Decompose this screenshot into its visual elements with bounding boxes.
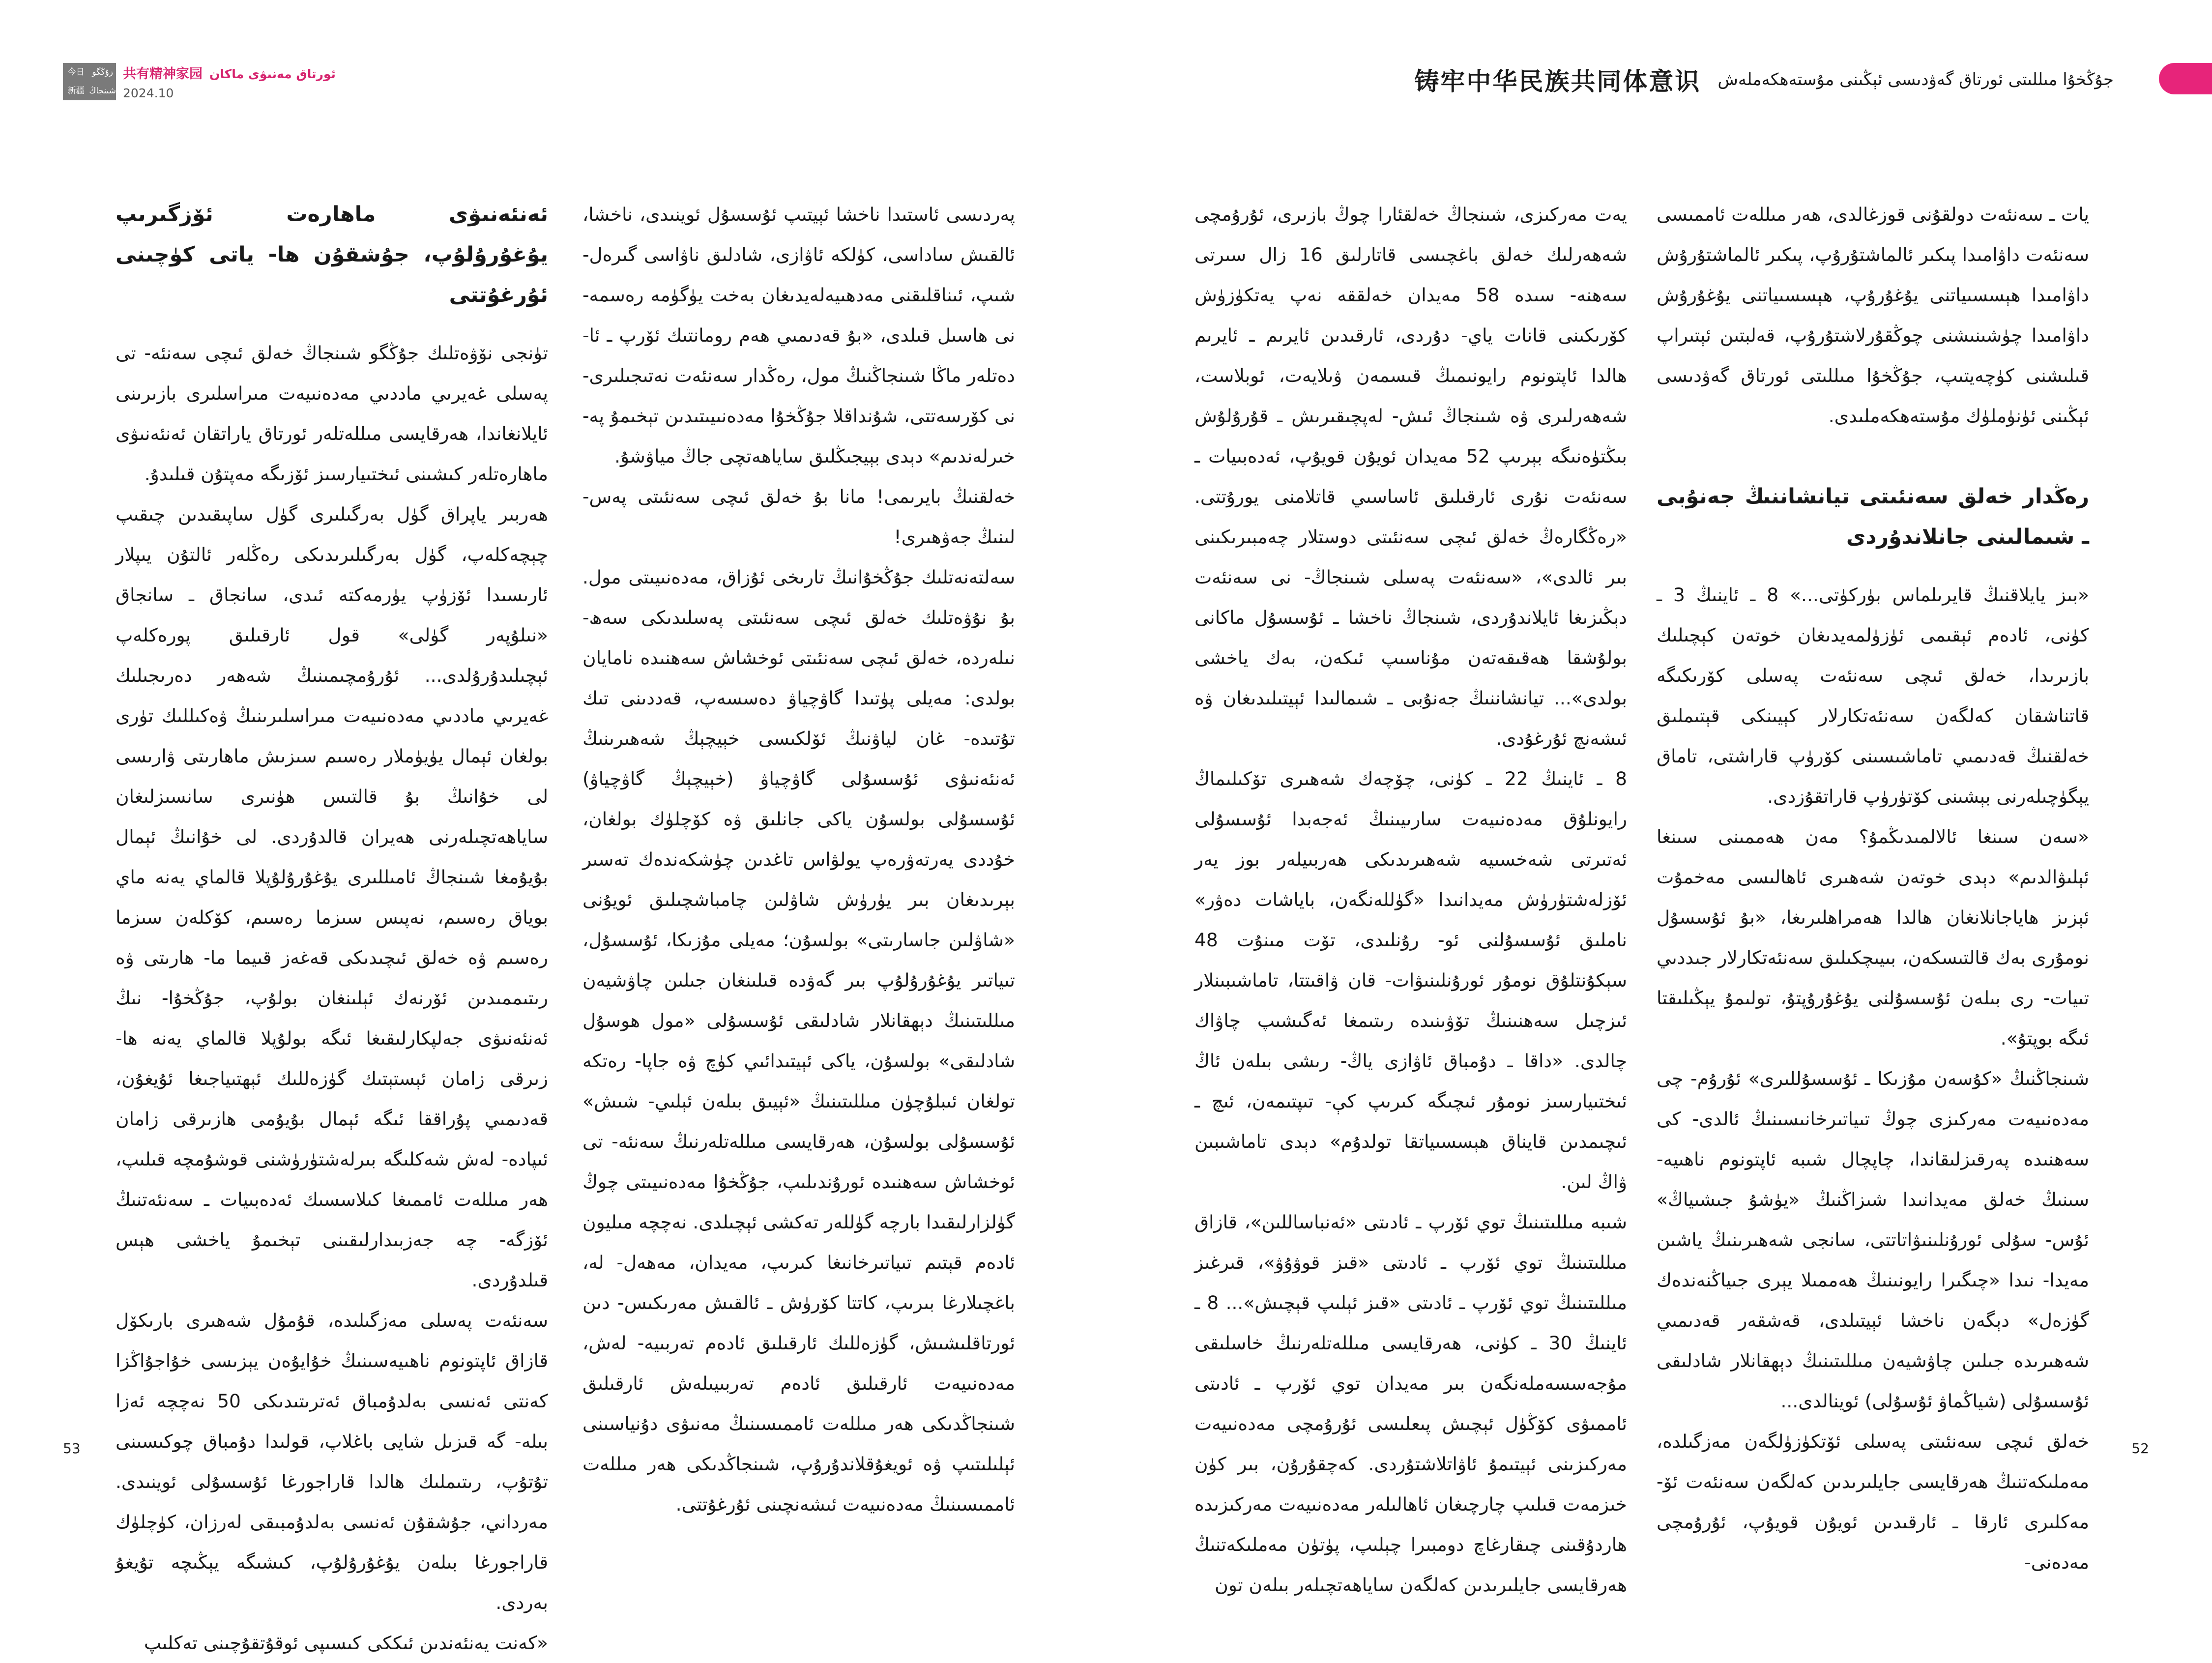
paragraph: يەت مەركىزى، شىنجاڭ خەلقئارا چوڭ بازىرى، ئۇرۇمچى شەھەرلىك خەلق باغچىسى قاتارلىق 16 زال سىرتى سەھنە- سىدە 58 مەيدان خەلققە نەپ يەتكۈزۈش كۆرىكىنى قانات ياي- دۇردى، ئارقىدىن ئايرىم ـ ئايرىم ھالدا ئاپتونوم رايونىمىڭ قىسمەن ۋىلايەت، ئوبلاست، شەھەرلىرى ۋە شىنجاڭ ئىش- لەپچىقىرىش ـ قۇرۇلۇش بىڭتۈەنىگە بېرىپ 52 مەيدان ئويۇن قويۇپ، ئەدەبىيات ـ سەنئەت نۇرى ئارقىلىق ئاساسىي قاتلامنى يورۇتتى. «رەڭگارەڭ خەلق ئىچى سەنئىتى دوستلار چەمبىرىكىنى بىر ئالدى»، «سەنئەت پەسلى شىنجاڭ- نى سەنئەت دېڭىزىغا ئايلاندۇردى، شىنجاڭ ناخشا ـ ئۇسسۇل ماكانى بولۇشقا ھەقىقەتەن مۇناسىپ ئىكەن، بەك ياخشى بولدى»... تيانشاننىڭ جەنۇبى ـ شىمالىدا ئېيتىلىدىغان ۋە ئىشەنچ ئۇرغۇدى. bbox=[1194, 204, 1627, 749]
text-column-4 bbox=[116, 194, 548, 1663]
magazine-logo bbox=[63, 63, 116, 100]
paragraph: خەلقنىڭ بايرىمى! مانا بۇ خەلق ئىچى سەنئىتى پەس- لىنىڭ جەۋھىرى! bbox=[582, 486, 1015, 548]
paragraph: تۈنجى نۆۋەتلىك جۇڭگو شىنجاڭ خەلق ئىچى سەنئە- تى پەسلى غەيرىي ماددىي مەدەنىيەت مىراسلىرى بازىرىنى ئايلانغاندا، ھەرقايسى مىللەتلەر ئورتاق ياراتقان ئەنئەنىۋى ماھارەتلەر كىشىنى ئىختىيارسىز ئۆزىگە مەپتۇن قىلىدۇ. bbox=[116, 342, 548, 485]
text-column-3 bbox=[582, 194, 1015, 1524]
header-right bbox=[1414, 62, 2114, 97]
text-column-2 bbox=[1194, 194, 1627, 1605]
paragraph: شىنجاڭنىڭ «كۇسەن مۇزىكا ـ ئۇسسۇللىرى» ئۇرۇم- چى مەدەنىيەت مەركىزى چوڭ تىياتىرخانىسىنىڭ ئالدى- كى سەھنىدە پەرقىزلىقاندا، چاپچال شىبە ئاپتونوم ناھىيە- سىنىڭ خەلق مەيدانىدا شىزاڭنىڭ «يۈشۇ جىشىياڭ» ئۇس- سۇلى ئورۇنلىنىۋاتاتتى، سانجى شەھىرىنىڭ ياشىن مەيدا- نىدا «چىگىرا رايونىنىڭ ھەممىلا يېرى جىياڭنەندەك گۈزەل» دېگەن ناخشا ئېيتىلدى، قەشقەر قەدىمىي شەھىرىدە جىلىن چاۋشيەن مىللىتىنىڭ دېھقانلار شادلىقى ئۇسسۇلى (شياڭماۋ ئۇسۇلى) ئوينالدى... bbox=[1657, 1068, 2089, 1412]
paragraph: خەلق ئىچى سەنئىتى پەسلى ئۆتكۈزۈلگەن مەزگىلدە، مەملىكەتنىڭ ھەرقايسى جايلىرىدىن كەلگەن سەنئەت ئۆ- مەكلىرى ئارقا ـ ئارقىدىن ئويۇن قويۇپ، ئۇرۇمچى مەدەنى- bbox=[1657, 1430, 2089, 1573]
paragraph: ھەربىر ياپراق گۈل بەرگىلىرى گۈل ساپىقىدىن چىقىپ چېچەكلەپ، گۈل بەرگىلىرىدىكى رەڭلەر ئالتۇن يىپلار ئارىسىدا ئۆزۈپ يۈرمەكتە ئىدى، سانجاق ـ سانجاق «نىلۇپەر گۈلى» قول ئارقىلىق پورەكلەپ ئېچىلىدۇرۇلدى... ئۇرۇمچىمىنىڭ شەھەر دەرىجىلىك غەيرىي ماددىي مەدەنىيەت مىراسلىرىنىڭ ۋەكىللىك تۈرى بولغان ئېمال يۈيۈملار رەسىم سىزىش ماھارىتى ۋارىسى لى خۇانىڭ بۇ قالتىس ھۈنىرى سانسىزلىغان ساياھەتچىلەرنى ھەيران قالدۇردى. لى خۇانىڭ ئېمال بۇيۇمغا شىنجاڭ ئامىللىرى يۇغۇرۇلۇپلا قالماي يەنە ماي بوياق رەسىم، نەپىس سىزما رەسىم، كۆكلەن سىزما رەسىم ۋە خەلق ئىچىدىكى قەغەز قىيما ما- ھارىتى ۋە رىتىممىدىن ئۆرنەك ئېلىنغان بولۇپ، جۇڭخۇا- نىڭ ئەنئەنىۋى جەلپكارلىقىغا ئىگە بولۇپلا قالماي يەنە ھا- زىرقى زامان ئېستېتىك گۈزەللىك ئېھتىياجىغا ئۇيغۇن، قەدىمىي پۇراققا ئىگە ئېمال بۇيۇمى ھازىرقى زامان ئىپادە- لەش شەكلىگە بىرلەشتۈرۈشنى قوشۇمچە قىلىپ، ھەر مىللەت ئاممىغا كىلاسسىك ئەدەبىيات ـ سەنئەتنىڭ ئۆزگە- چە جەزبىدارلىقىنى تېخىمۇ ياخشى ھېس قىلدۇردى. bbox=[116, 503, 548, 1291]
logo-cell: زۇڭگو bbox=[92, 67, 113, 77]
logo-cell: 今日 bbox=[67, 67, 85, 77]
paragraph: «سەن سىنغا ئالالمىدىڭمۇ؟ مەن ھەممىنى سىنغا ئېلىۋالدىم» دېدى خوتەن شەھىرى ئاھالىسى مەخمۇت ئېزىز ھاياجانلانغان ھالدا ھەمراھلىرىغا، «بۇ ئۇسسۇل نومۇرى بەك قالتىسكەن، بىيىچكىلىق سەنئەتكارلار جىددىي تىيات- رى بىلەن ئۇسسۇلنى يۇغۇرۇپتۇ، تولىمۇ يېڭىلىقتا ئىگە بوپتۇ». bbox=[1657, 826, 2089, 1049]
paragraph: شىبە مىللىتىنىڭ توي ئۆرپ ـ ئادىتى «ئەنباساللىن»، قازاق مىللىتىنىڭ توي ئۆرپ ـ ئادىتى «قىز قوۋۇۋ»، قىرغىز مىللىتىنىڭ توي ئۆرپ ـ ئادىتى «قىز ئېلىپ قېچىش»... 8 ـ ئاينىڭ 30 ـ كۈنى، ھەرقايسى مىللەتلەرنىڭ خاسلىقى مۇجەسسەملەنگەن بىر مەيدان توي ئۆرپ ـ ئادىتى ئاممىۋى كۆڭۈل ئېچىش پىعلىسى ئۇرۇمچى مەدەنىيەت مەركىزىنى ئېيتىمۇ ئاۋاتلاشتۇردى. كەچقۇرۇن، بىر كۈن خىزمەت قىلىپ چارچىغان ئاھالىلەر مەدەنىيەت مەركىزىدە ھاردۇقىنى چىقارغاچ دومبىرا چېلىپ، پۈتۈن مەملىكەتنىڭ ھەرقايسى جايلىرىدىن كەلگەن ساياھەتچىلەر بىلەن تون bbox=[1194, 1211, 1627, 1596]
text-column-1 bbox=[1657, 194, 2089, 1582]
header-left bbox=[63, 63, 336, 102]
paragraph: «بىز يايلاقنىڭ قايرىلماس بۈركۈتى...» 8 ـ ئاينىڭ 3 ـ كۈنى، ئادەم ئېقىمى ئۈزۈلمەيدىغان خوتەن كېچىلىك بازىرىدا، خەلق ئىچى سەنئەت پەسلى كۆرىكىگە قاتناشقان كەلگەن سەنئەتكارلار كېيىنكى قېتىملىق خەلقنىڭ قەدىمىي تاماشىسىنى كۆرۈپ قاراشتى، تاماق يېگۈچىلەرنى بېشىنى كۆتۈرۈپ قاراتقۇزدى. bbox=[1657, 584, 2089, 807]
page-number-right: 52 bbox=[2131, 1440, 2149, 1457]
paragraph: يات ـ سەنئەت دولقۇنى قوزغالدى، ھەر مىللەت ئاممىسى سەنئەت داۋامىدا پىكىر ئالماشتۇرۇپ، پىكىر ئالماشتۇرۇش داۋامىدا ھېسسىياتنى يۇغۇرۇپ، ھېسسىياتنى يۇغۇرۇش داۋامىدا چۈشىنىشنى چوڭقۇرلاشتۇرۇپ، قەلبتىن ئېتىراپ قىلىشنى كۈچەيتىپ، جۇڭخۇا مىللىتى ئورتاق گەۋدىسى ئېڭىنى ئۈنۈملۈك مۇستەھكەملىدى. bbox=[1657, 204, 2089, 427]
section-title-ug: ئورتاق مەنىۋى ماكان bbox=[209, 67, 336, 81]
section-title-cn: 共有精神家园 bbox=[123, 66, 203, 82]
section-heading: رەڭدار خەلق سەنئىتى تيانشاننىڭ جەنۇبى ـ شىمالىنى جانلاندۇردى bbox=[1657, 484, 2089, 549]
column-title-ug: جۇڭخۇا مىللىتى ئورتاق گەۋدىسى ئېڭىنى مۇستەھكەملەش bbox=[1717, 70, 2114, 89]
page-number-left: 53 bbox=[63, 1440, 81, 1457]
section-heading: ئەنئەنىۋى ماھارەت ئۆزگىرىپ يۇغۇرۇلۇپ، جۇشقۇن ھا- ياتى كۈچىنى ئۇرغۇتتى bbox=[116, 202, 548, 307]
column-title-cn: 铸牢中华民族共同体意识 bbox=[1414, 67, 1701, 96]
logo-cell: شىنجاڭ bbox=[89, 86, 116, 96]
paragraph: پەردىسى ئاستىدا ناخشا ئېيتىپ ئۇسسۇل ئوينىدى، ناخشا، ئالقىش ساداسى، كۈلكە ئاۋازى، شادلىق ناۋاسى گىرەل- شىپ، ئىناقلىقنى مەدھىيەلەيدىغان بەخت يۈگۈمە رەسمە- نى ھاسىل قىلدى، «بۇ قەدىمىي ھەم رومانتىك ئۆرپ ـ ئا- دەتلەر ماڭا شىنجاڭنىڭ مول، رەڭدار سەنئەت نەتىجىلىرى- نى كۆرسەتتى، شۇنداقلا جۇڭخۇا مەدەنىيىتىدىن تېخىمۇ پە- خىرلەندىم» دېدى بېيجىڭلىق ساياھەتچى جاڭ مياۋشۇ. bbox=[582, 204, 1015, 467]
paragraph: «كەنت يەنئەندىن ئىككى كىسىپى ئوقۇتقۇچىنى تەكلىپ bbox=[144, 1632, 548, 1654]
logo-cell: 新疆 bbox=[67, 86, 85, 96]
paragraph: سەنئەت پەسلى مەزگىلىدە، قۇمۇل شەھىرى بارىكۆل قازاق ئاپتونوم ناھىيەسىنىڭ خۇايۇەن يېزىسى خۇاجۇاڭزا كەنتى ئەنسى بەلدۇمباق ئەترىتىدىكى 50 نەچچە ئەزا بىلە- گە قىزىل شايى باغلاپ، قولىدا دۇمباق چوكىسىنى تۇتۇپ، رىتىملىك ھالدا قاراجورغا ئۇسسۇلى ئوينىدى. مەرداني، جۇشقۇن ئەنسى بەلدۇمبىقى لەرزان، كۈچلۈك قاراجورغا بىلەن يۇغۇرۇلۇپ، كىشىگە يېڭىچە تۇيغۇ بەردى. bbox=[116, 1310, 548, 1613]
issue-date: 2024.10 bbox=[123, 86, 174, 100]
paragraph: سەلتەنەتلىك جۇڭخۇانىڭ تارىخى ئۇزاق، مەدەنىيىتى مول. بۇ نۇۋەتلىك خەلق ئىچى سەنئىتى پەسلىدىكى سەھ- نىلەردە، خەلق ئىچى سەنئىتى ئوخشاش سەھنىدە نامايان بولدى: مەيلى پۈتىدا گاۋچياۋ دەسسەپ، قەددىنى تىك تۇتىدە- غان لياۋنىڭ ئۆلكىسى خېيچېڭ شەھىرىنىڭ ئەنئەنىۋى ئۇسسۇلى گاۋچياۋ (خېيچېڭ گاۋچياۋ) ئۇسسۇلى بولسۇن ياكى جانلىق ۋە كۆچلۈك بولغان، خۇددى يەرتەۋرەپ يولۋاس تاغدىن چۈشكەندەك تەسىر بېرىدىغان بىر يۈرۈش شاۋلىن چامباشچىلىق ئويۇنى «شاۋلىن جاسارىتى» بولسۇن؛ مەيلى مۇزىكا، ئۇسسۇل، تىياتىر يۇغۇرۇلۇپ بىر گەۋدە قىلىنغان جىلىن چاۋشيەن مىللىتىنىڭ دېھقانلار شادلىقى ئۇسسۇلى «مول ھوسۇل شادلىقى» بولسۇن، ياكى ئېيتىدائىي كۈچ ۋە جاپا- رەتكە تولغان ئىبلۇچۈن مىللىتىنىڭ «ئېيىق بىلەن ئېلىي- شىش» ئۇسسۇلى بولسۇن، ھەرقايسى مىللەتلەرنىڭ سەنئە- تى ئوخشاش سەھنىدە ئورۇندىلىپ، جۇڭخۇا مەدەنىيىتى چوڭ گۈلزارلىقىدا بارچە گۈللەر تەكشى ئېچىلدى. نەچچە مىليون ئادەم قېتىم تىياتىرخانىغا كىرىپ، مەيدان، مەھەل- لە، باغچىلارغا بىرىپ، كاتتا كۆرۈش ـ ئالقىش مەرىكىس- دىن ئورتاقلىشىش، گۈزەللىك ئارقىلىق ئادەم تەربىيە- لەش، مەدەنىيەت ئارقىلىق ئادەم تەربىيىلەش ئارقىلىق شىنجاڭدىكى ھەر مىللەت ئاممىسىنىڭ مەنىۋى دۇنياسىنى ئېلىلىتىپ ۋە ئويغۇقلاندۇرۇپ، شىنجاڭدىكى ھەر مىللەت ئاممىسىنىڭ مەدەنىيەت ئىشەنچىنى ئۇرغۇتتى. bbox=[582, 566, 1015, 1515]
paragraph: 8 ـ ئاينىڭ 22 ـ كۈنى، چۆچەك شەھىرى تۆكىلىماڭ رايونلۇق مەدەنىيەت سارىيىنىڭ ئەجەبدا ئۇسسۇلى ئەتىرتى شەخسىيە شەھىرىدىكى ھەربىيلەر بوز يەر ئۆزلەشتۈرۈش مەيدانىدا «گۈللەنگەن، باياشات دەۋر» ناملىق ئۇسسۇلنى ئو- رۇنلىدى، تۆت مىنۇت 48 سېكۇنتلۇق نومۇر ئورۇنلىنىۋات- قان ۋاقىتتا، تاماشىبىنلار ئىزچىل سەھنىنىڭ تۆۋىنىدە رىتىمغا ئەگىشىپ چاۋاك چالدى. «داقا ـ دۇمباق ئاۋازى ياڭ- رىشى بىلەن ئاڭ ئىختىيارسىز نومۇر ئىچىگە كىرىپ كې- تىپتىمەن، ئىچ ـ ئىچىمدىن قايناق ھېسسىياتقا تولدۇم» دېدى تاماشىبىن ۋاڭ لىن. bbox=[1194, 768, 1627, 1193]
header-accent-tab bbox=[2159, 63, 2212, 94]
